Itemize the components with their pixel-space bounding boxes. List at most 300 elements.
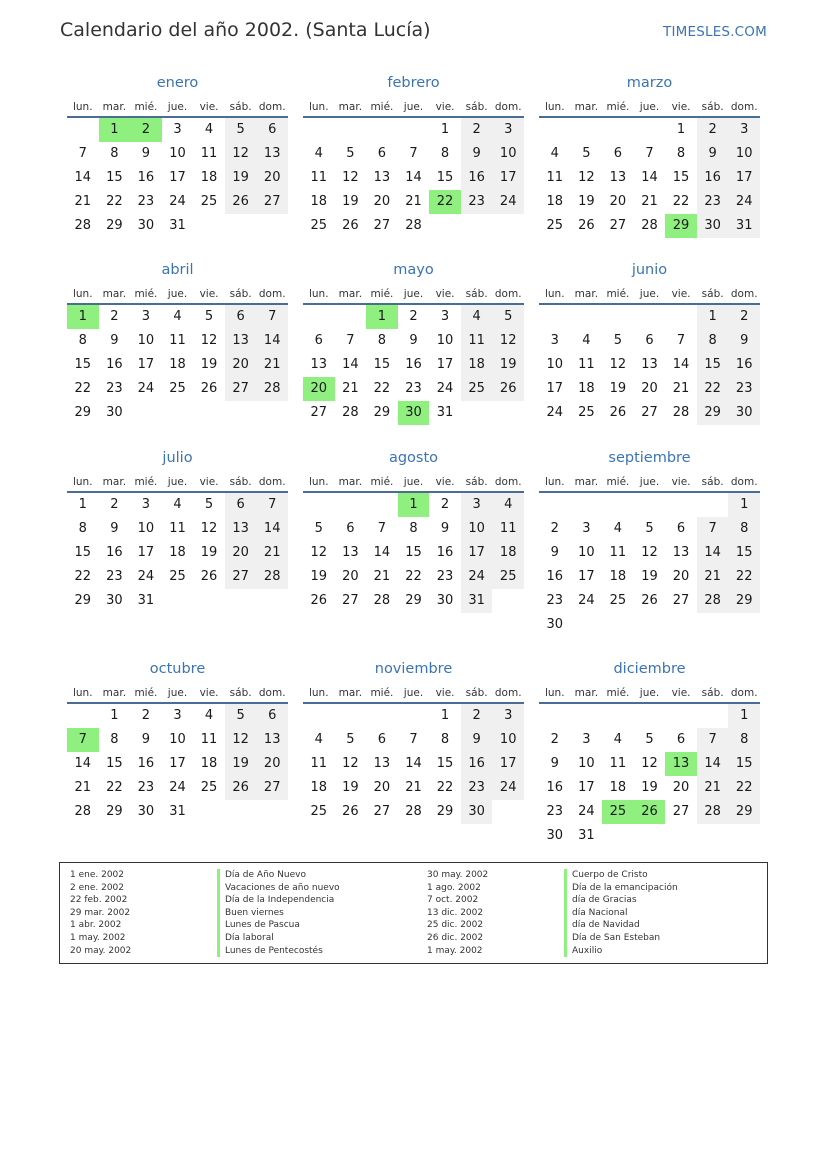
holiday-day: 1 — [398, 493, 430, 517]
day-empty — [335, 493, 367, 517]
weekday-header — [67, 682, 288, 704]
weekday-label: mar. — [574, 101, 599, 113]
weekday-header — [303, 283, 524, 305]
weekday-header — [303, 471, 524, 493]
day-cell: 29 — [106, 218, 123, 233]
day-cell: 14 — [342, 357, 359, 372]
day-empty — [303, 305, 335, 329]
day-cell: 6 — [377, 146, 387, 161]
holiday-day: 29 — [665, 214, 697, 238]
weekday-label: lun. — [544, 687, 565, 699]
day-cell: 27 — [310, 405, 328, 420]
day-cell: 25 — [578, 405, 595, 420]
weekday-label: mar. — [102, 476, 127, 488]
day-empty — [539, 493, 571, 517]
day-cell: 23 — [405, 381, 422, 396]
day-cell: 19 — [310, 569, 328, 584]
day-cell: 5 — [582, 146, 591, 161]
weekday-label: lun. — [308, 101, 329, 113]
day-cell: 15 — [728, 541, 760, 565]
weekday-label: sáb. — [229, 687, 252, 699]
weekday-label: mar. — [338, 476, 363, 488]
weekday-label: mié. — [370, 101, 394, 113]
day-cell: 6 — [256, 704, 288, 728]
day-cell: 2 — [110, 309, 119, 324]
brand-link[interactable]: TIMESLES.COM — [663, 24, 767, 40]
legend-date: 1 may. 2002 — [427, 945, 483, 956]
day-cell: 19 — [200, 545, 218, 560]
day-cell: 7 — [346, 333, 355, 348]
day-cell: 30 — [546, 617, 564, 632]
day-cell: 7 — [377, 521, 387, 536]
day-cell: 15 — [106, 170, 123, 185]
day-cell: 24 — [578, 593, 595, 608]
weekday-label: mié. — [606, 101, 630, 113]
legend-date: 2 ene. 2002 — [70, 882, 124, 893]
day-cell: 31 — [169, 218, 186, 233]
weekday-label: sáb. — [701, 476, 724, 488]
weekday-label: mar. — [338, 288, 363, 300]
weekday-label: sáb. — [465, 476, 488, 488]
day-cell: 2 — [141, 708, 151, 723]
day-cell: 7 — [676, 333, 686, 348]
month-name: marzo — [626, 75, 673, 91]
day-cell: 22 — [697, 377, 729, 401]
day-empty — [665, 704, 697, 728]
day-cell: 26 — [492, 377, 524, 401]
day-cell: 31 — [436, 405, 454, 420]
day-cell: 28 — [256, 377, 288, 401]
day-cell: 27 — [256, 190, 288, 214]
day-grid — [539, 305, 760, 425]
day-cell: 28 — [672, 405, 690, 420]
day-cell: 22 — [672, 194, 690, 209]
month-abril — [67, 257, 288, 425]
weekday-label: vie. — [199, 101, 219, 113]
day-grid — [67, 305, 288, 425]
day-cell: 12 — [609, 357, 627, 372]
day-cell: 18 — [310, 194, 328, 209]
day-cell: 17 — [137, 545, 155, 560]
day-cell: 20 — [225, 541, 257, 565]
day-cell: 10 — [492, 728, 524, 752]
day-cell: 29 — [728, 589, 760, 613]
day-empty — [665, 305, 697, 329]
day-cell: 12 — [641, 756, 658, 771]
day-cell: 4 — [314, 732, 323, 747]
day-cell: 22 — [373, 381, 391, 396]
month-septiembre — [539, 445, 760, 637]
day-cell: 17 — [492, 166, 524, 190]
day-cell: 14 — [697, 541, 729, 565]
day-cell: 23 — [137, 194, 155, 209]
weekday-label: vie. — [435, 687, 455, 699]
legend-date: 1 may. 2002 — [70, 932, 126, 943]
weekday-label: mar. — [102, 687, 127, 699]
day-cell: 13 — [225, 329, 257, 353]
day-cell: 26 — [225, 776, 257, 800]
holiday-day: 1 — [366, 305, 398, 329]
day-cell: 23 — [546, 804, 564, 819]
weekday-header — [303, 682, 524, 704]
day-empty — [665, 493, 697, 517]
weekday-label: lun. — [308, 288, 329, 300]
day-cell: 19 — [641, 569, 658, 584]
day-cell: 30 — [697, 214, 729, 238]
day-cell: 2 — [461, 704, 493, 728]
day-cell: 29 — [436, 804, 454, 819]
day-cell: 16 — [106, 357, 123, 372]
day-cell: 28 — [373, 593, 391, 608]
weekday-label: jue. — [167, 476, 188, 488]
day-cell: 18 — [609, 569, 627, 584]
month-agosto — [303, 445, 524, 613]
day-cell: 1 — [78, 497, 87, 512]
day-cell: 12 — [641, 545, 658, 560]
day-cell: 24 — [578, 804, 595, 819]
day-cell: 26 — [200, 569, 218, 584]
day-grid — [303, 493, 524, 613]
day-cell: 31 — [461, 589, 493, 613]
day-cell: 30 — [137, 804, 155, 819]
weekday-label: sáb. — [701, 687, 724, 699]
legend-holiday-name: Día de la Independencia — [217, 894, 340, 907]
day-cell: 25 — [310, 804, 328, 819]
weekday-label: mié. — [134, 101, 158, 113]
day-cell: 1 — [110, 708, 119, 723]
day-cell: 17 — [169, 170, 186, 185]
day-cell: 17 — [436, 357, 454, 372]
day-cell: 25 — [310, 218, 328, 233]
day-cell: 30 — [728, 401, 760, 425]
day-cell: 2 — [550, 521, 559, 536]
day-cell: 16 — [728, 353, 760, 377]
day-cell: 7 — [697, 517, 729, 541]
legend-dates-right — [427, 869, 488, 957]
day-empty — [67, 118, 99, 142]
day-cell: 23 — [461, 190, 493, 214]
day-cell: 7 — [409, 732, 418, 747]
day-cell: 28 — [256, 565, 288, 589]
day-cell: 26 — [310, 593, 328, 608]
day-cell: 26 — [609, 405, 627, 420]
day-cell: 8 — [377, 333, 387, 348]
day-cell: 12 — [200, 521, 218, 536]
weekday-label: dom. — [258, 288, 286, 300]
holiday-day: 26 — [634, 800, 666, 824]
weekday-label: lun. — [308, 687, 329, 699]
day-cell: 12 — [225, 728, 257, 752]
day-cell: 5 — [204, 497, 214, 512]
day-grid — [539, 118, 760, 238]
month-name: mayo — [393, 262, 434, 278]
weekday-header — [539, 471, 760, 493]
legend-holiday-name: Buen viernes — [217, 907, 340, 920]
day-cell: 5 — [346, 732, 355, 747]
day-cell: 18 — [169, 357, 186, 372]
day-cell: 1 — [728, 493, 760, 517]
day-cell: 13 — [256, 728, 288, 752]
day-cell: 24 — [546, 405, 564, 420]
day-cell: 5 — [204, 309, 214, 324]
day-empty — [634, 118, 666, 142]
day-cell: 19 — [225, 166, 257, 190]
month-name: febrero — [387, 75, 440, 91]
weekday-label: sáb. — [465, 288, 488, 300]
legend-holiday-name: Lunes de Pascua — [217, 919, 340, 932]
day-empty — [335, 704, 367, 728]
day-cell: 25 — [200, 194, 218, 209]
day-cell: 3 — [141, 309, 151, 324]
weekday-label: vie. — [435, 476, 455, 488]
weekday-label: vie. — [671, 288, 691, 300]
day-cell: 28 — [405, 218, 422, 233]
day-empty — [539, 704, 571, 728]
day-cell: 18 — [461, 353, 493, 377]
day-cell: 23 — [697, 190, 729, 214]
weekday-label: vie. — [199, 476, 219, 488]
month-julio — [67, 445, 288, 613]
day-cell: 12 — [578, 170, 595, 185]
day-cell: 4 — [492, 493, 524, 517]
day-cell: 16 — [461, 166, 493, 190]
day-cell: 1 — [676, 122, 686, 137]
day-cell: 28 — [405, 804, 422, 819]
day-cell: 14 — [373, 545, 391, 560]
day-empty — [571, 493, 603, 517]
day-empty — [335, 305, 367, 329]
day-empty — [303, 493, 335, 517]
day-cell: 23 — [106, 569, 123, 584]
day-cell: 8 — [110, 732, 119, 747]
day-cell: 21 — [256, 541, 288, 565]
weekday-label: jue. — [167, 687, 188, 699]
month-name: septiembre — [608, 450, 691, 466]
day-cell: 6 — [676, 521, 686, 536]
weekday-label: vie. — [435, 288, 455, 300]
day-cell: 12 — [492, 329, 524, 353]
holiday-day: 25 — [602, 800, 634, 824]
weekday-label: dom. — [730, 687, 758, 699]
day-cell: 17 — [492, 752, 524, 776]
legend-holiday-name: día de Navidad — [564, 919, 678, 932]
day-cell: 15 — [74, 545, 92, 560]
day-cell: 3 — [461, 493, 493, 517]
day-cell: 27 — [373, 218, 391, 233]
day-cell: 22 — [728, 565, 760, 589]
day-cell: 21 — [342, 381, 359, 396]
day-cell: 28 — [74, 218, 92, 233]
day-cell: 7 — [645, 146, 654, 161]
day-cell: 21 — [641, 194, 658, 209]
day-grid — [303, 305, 524, 425]
day-cell: 26 — [342, 804, 359, 819]
day-cell: 8 — [728, 517, 760, 541]
legend-dates-left — [70, 869, 131, 957]
day-cell: 8 — [110, 146, 119, 161]
day-cell: 6 — [613, 146, 623, 161]
day-cell: 7 — [256, 493, 288, 517]
weekday-label: jue. — [403, 288, 424, 300]
day-cell: 20 — [641, 381, 658, 396]
month-name: junio — [631, 262, 668, 278]
day-cell: 22 — [106, 780, 123, 795]
day-cell: 6 — [225, 305, 257, 329]
day-cell: 24 — [137, 381, 155, 396]
day-cell: 3 — [173, 122, 182, 137]
day-cell: 14 — [641, 170, 658, 185]
day-cell: 9 — [110, 333, 119, 348]
day-cell: 30 — [436, 593, 454, 608]
day-cell: 10 — [169, 146, 186, 161]
day-cell: 4 — [204, 122, 214, 137]
day-cell: 11 — [609, 756, 627, 771]
weekday-label: sáb. — [701, 101, 724, 113]
day-cell: 18 — [169, 545, 186, 560]
weekday-label: jue. — [639, 288, 660, 300]
day-cell: 14 — [256, 329, 288, 353]
weekday-label: dom. — [494, 288, 522, 300]
legend-holiday-name: Día de San Esteban — [564, 932, 678, 945]
weekday-label: lun. — [308, 476, 329, 488]
day-cell: 31 — [728, 214, 760, 238]
day-cell: 1 — [440, 122, 450, 137]
weekday-label: dom. — [730, 101, 758, 113]
weekday-header — [67, 471, 288, 493]
day-cell: 29 — [74, 405, 92, 420]
legend-holiday-name: Lunes de Pentecostés — [217, 945, 340, 958]
day-cell: 25 — [609, 593, 627, 608]
legend-holiday-name: Auxilio — [564, 945, 678, 958]
legend-date: 13 dic. 2002 — [427, 907, 484, 918]
day-empty — [335, 118, 367, 142]
day-cell: 19 — [492, 353, 524, 377]
day-cell: 29 — [728, 800, 760, 824]
day-empty — [539, 305, 571, 329]
weekday-label: mar. — [574, 288, 599, 300]
day-cell: 3 — [492, 118, 524, 142]
weekday-label: sáb. — [701, 288, 724, 300]
weekday-label: mié. — [370, 288, 394, 300]
weekday-label: mar. — [574, 687, 599, 699]
legend-date: 29 mar. 2002 — [70, 907, 131, 918]
day-empty — [366, 493, 398, 517]
day-cell: 11 — [200, 732, 218, 747]
day-cell: 7 — [78, 146, 87, 161]
weekday-label: mar. — [102, 288, 127, 300]
day-cell: 4 — [173, 309, 182, 324]
day-cell: 12 — [225, 142, 257, 166]
day-cell: 21 — [74, 194, 92, 209]
day-cell: 29 — [373, 405, 391, 420]
legend-names-right — [564, 869, 678, 957]
day-cell: 18 — [609, 780, 627, 795]
day-cell: 11 — [310, 170, 328, 185]
weekday-label: lun. — [72, 476, 93, 488]
weekday-label: dom. — [258, 476, 286, 488]
day-cell: 18 — [578, 381, 595, 396]
day-cell: 31 — [137, 593, 155, 608]
day-cell: 27 — [342, 593, 359, 608]
day-empty — [539, 118, 571, 142]
legend-holiday-name: Día de la emancipación — [564, 882, 678, 895]
day-cell: 10 — [578, 756, 595, 771]
day-cell: 15 — [405, 545, 422, 560]
day-cell: 9 — [461, 728, 493, 752]
day-cell: 9 — [728, 329, 760, 353]
weekday-label: mar. — [338, 101, 363, 113]
legend-holiday-name: Cuerpo de Cristo — [564, 869, 678, 882]
weekday-label: lun. — [72, 101, 93, 113]
day-empty — [634, 704, 666, 728]
legend-holiday-name: Vacaciones de año nuevo — [217, 882, 340, 895]
month-noviembre — [303, 656, 524, 824]
day-cell: 16 — [546, 569, 564, 584]
day-cell: 12 — [310, 545, 328, 560]
day-cell: 13 — [225, 517, 257, 541]
day-cell: 1 — [728, 704, 760, 728]
day-cell: 3 — [582, 521, 591, 536]
day-cell: 23 — [728, 377, 760, 401]
day-cell: 22 — [74, 569, 92, 584]
day-cell: 9 — [550, 545, 559, 560]
day-cell: 3 — [492, 704, 524, 728]
day-cell: 17 — [546, 381, 564, 396]
weekday-label: jue. — [403, 101, 424, 113]
day-cell: 3 — [440, 309, 450, 324]
day-cell: 16 — [137, 756, 155, 771]
day-empty — [697, 704, 729, 728]
day-cell: 20 — [225, 353, 257, 377]
day-cell: 24 — [436, 381, 454, 396]
day-cell: 26 — [641, 593, 658, 608]
day-cell: 22 — [74, 381, 92, 396]
weekday-label: mié. — [370, 687, 394, 699]
day-empty — [697, 493, 729, 517]
weekday-header — [67, 283, 288, 305]
day-cell: 14 — [74, 756, 92, 771]
page-title: Calendario del año 2002. (Santa Lucía) — [60, 19, 431, 41]
day-cell: 9 — [141, 146, 151, 161]
day-cell: 23 — [137, 780, 155, 795]
day-empty — [398, 704, 430, 728]
day-cell: 2 — [409, 309, 418, 324]
day-cell: 25 — [461, 377, 493, 401]
day-cell: 24 — [169, 194, 186, 209]
weekday-label: lun. — [544, 288, 565, 300]
day-cell: 25 — [546, 218, 564, 233]
month-name: noviembre — [374, 661, 453, 677]
weekday-label: dom. — [494, 476, 522, 488]
legend-holiday-name: día de Gracias — [564, 894, 678, 907]
day-cell: 29 — [697, 401, 729, 425]
weekday-label: jue. — [167, 288, 188, 300]
day-cell: 8 — [78, 333, 87, 348]
day-cell: 21 — [697, 776, 729, 800]
day-cell: 17 — [728, 166, 760, 190]
day-cell: 9 — [440, 521, 450, 536]
weekday-label: vie. — [671, 476, 691, 488]
month-octubre — [67, 656, 288, 824]
day-cell: 16 — [405, 357, 422, 372]
day-cell: 21 — [373, 569, 391, 584]
weekday-label: sáb. — [465, 101, 488, 113]
day-cell: 5 — [492, 305, 524, 329]
day-cell: 11 — [200, 146, 218, 161]
day-cell: 8 — [676, 146, 686, 161]
day-cell: 30 — [546, 828, 564, 843]
day-cell: 3 — [582, 732, 591, 747]
